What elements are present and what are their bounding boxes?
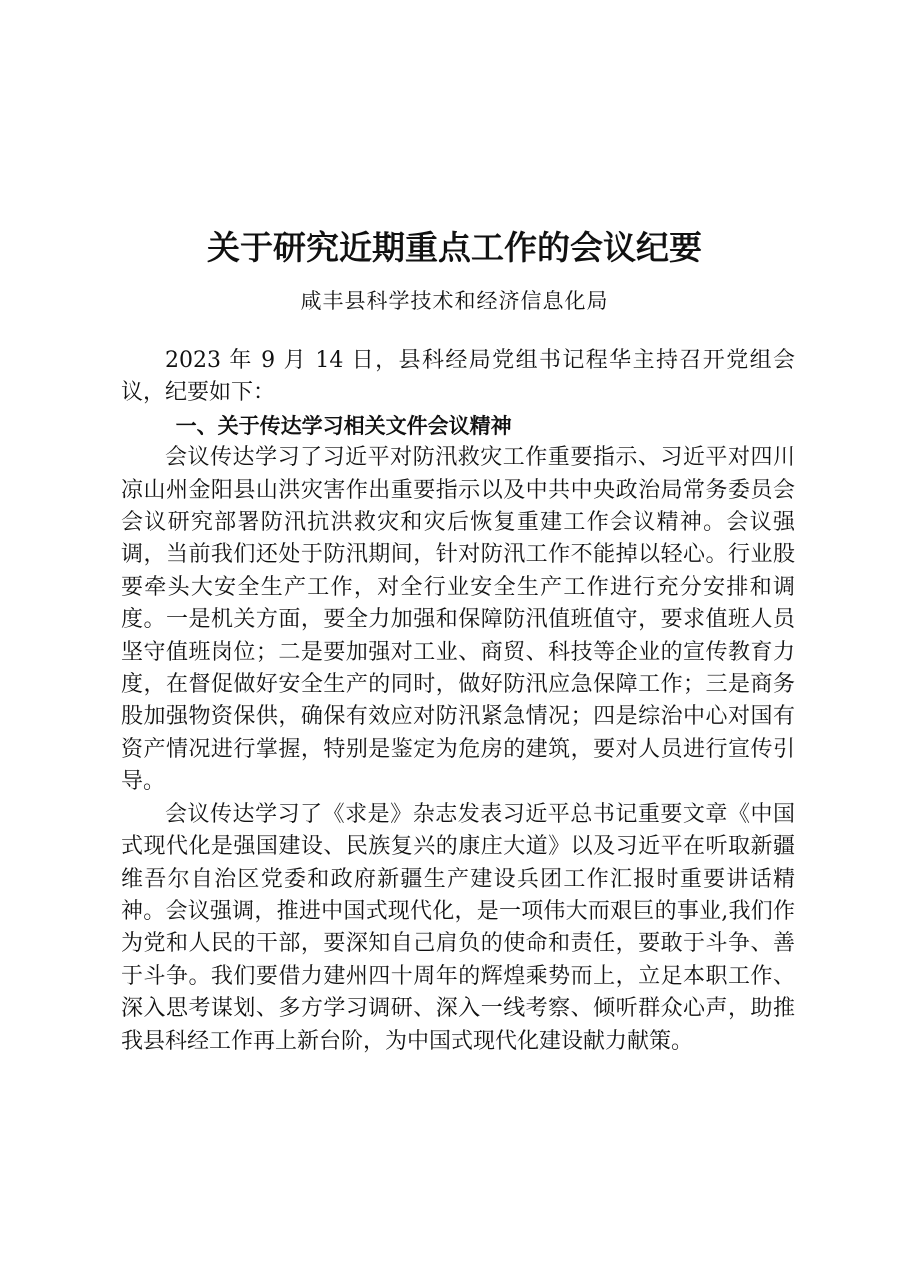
document-body [121,345,795,1058]
document-title: 关于研究近期重点工作的会议纪要 [207,228,702,267]
body-paragraph-1: 会议传达学习了习近平对防汛救灾工作重要指示、习近平对四川凉山州金阳县山洪灾害作出重要指示以及中共中央政治局常务委员会会议研究部署防汛抗洪救灾和灾后恢复重建工作会议精神。会议强调，当前我们还处于防汛期间，针对防汛工作不能掉以轻心。行业股要牵头大安全生产工作，对全行业安全生产工作进行充分安排和调度。一是机关方面，要全力加强和保障防汛值班值守，要求值班人员坚守值班岗位；二是要加强对工业、商贸、科技等企业的宣传教育力度，在督促做好安全生产的同时，做好防汛应急保障工作；三是商务股加强物资保供，确保有效应对防汛紧急情况；四是综治中心对国有资产情况进行掌握，特别是鉴定为危房的建筑，要对人员进行宣传引导。 [121,445,795,795]
section-heading: 一、关于传达学习相关文件会议精神 [175,413,512,438]
body-paragraph-2: 会议传达学习了《求是》杂志发表习近平总书记重要文章《中国式现代化是强国建设、民族复兴的康庄大道》以及习近平在听取新疆维吾尔自治区党委和政府新疆生产建设兵团工作汇报时重要讲话精神。会议强调，推进中国式现代化，是一项伟大而艰巨的事业,我们作为党和人民的干部，要深知自己肩负的使命和责任，要敢于斗争、善于斗争。我们要借力建州四十周年的辉煌乘势而上，立足本职工作、深入思考谋划、多方学习调研、深入一线考察、倾听群众心声，助推我县科经工作再上新台阶，为中国式现代化建设献力献策。 [121,801,795,1054]
intro-paragraph: 2023 年 9 月 14 日，县科经局党组书记程华主持召开党组会议，纪要如下： [121,348,795,406]
document-issuer: 咸丰县科学技术和经济信息化局 [300,289,609,313]
